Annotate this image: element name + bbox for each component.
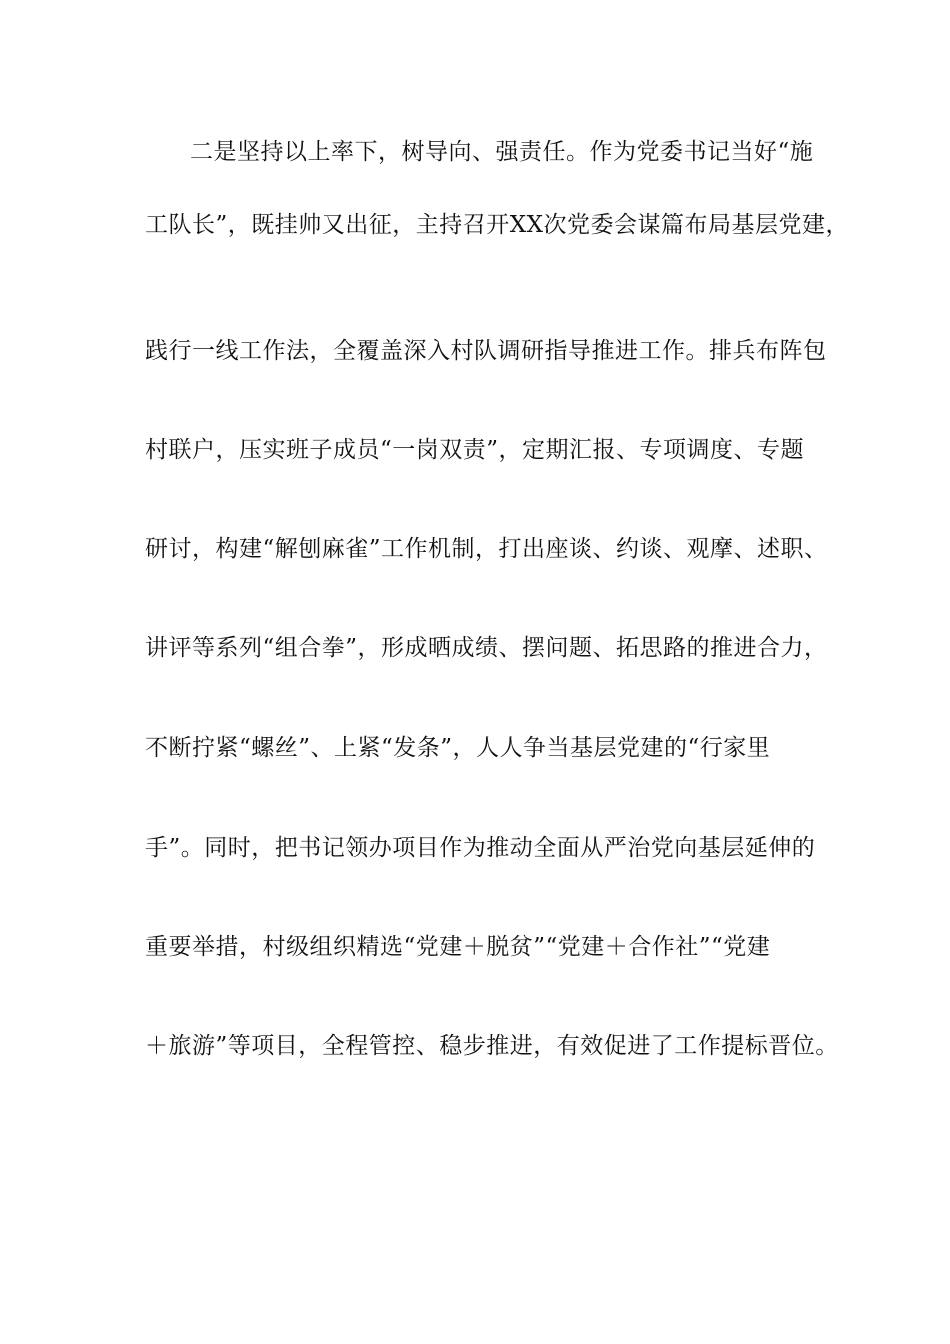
paragraph-line-9: 重要举措，村级组织精选“党建＋脱贫”“党建＋合作社”“党建 bbox=[145, 934, 771, 960]
paragraph-line-1: 二是坚持以上率下，树导向、强责任。作为党委书记当好“施 bbox=[190, 139, 814, 165]
paragraph-line-5: 研讨，构建“解刨麻雀”工作机制，打出座谈、约谈、观摩、述职、 bbox=[145, 536, 828, 562]
paragraph-line-2: 工队长”，既挂帅又出征，主持召开XX次党委会谋篇布局基层党建， bbox=[145, 212, 850, 238]
paragraph-line-3: 践行一线工作法，全覆盖深入村队调研指导推进工作。排兵布阵包 bbox=[145, 338, 827, 364]
paragraph-line-4: 村联户，压实班子成员“一岗双责”，定期汇报、专项调度、专题 bbox=[145, 437, 805, 463]
paragraph-line-8: 手”。同时，把书记领办项目作为推动全面从严治党向基层延伸的 bbox=[145, 835, 816, 861]
paragraph-line-10: ＋旅游”等项目，全程管控、稳步推进，有效促进了工作提标晋位。 bbox=[145, 1033, 839, 1059]
paragraph-line-7: 不断拧紧“螺丝”、上紧“发条”，人人争当基层党建的“行家里 bbox=[145, 735, 771, 761]
paragraph-line-6: 讲评等系列“组合拳”，形成晒成绩、摆问题、拓思路的推进合力， bbox=[145, 635, 828, 661]
